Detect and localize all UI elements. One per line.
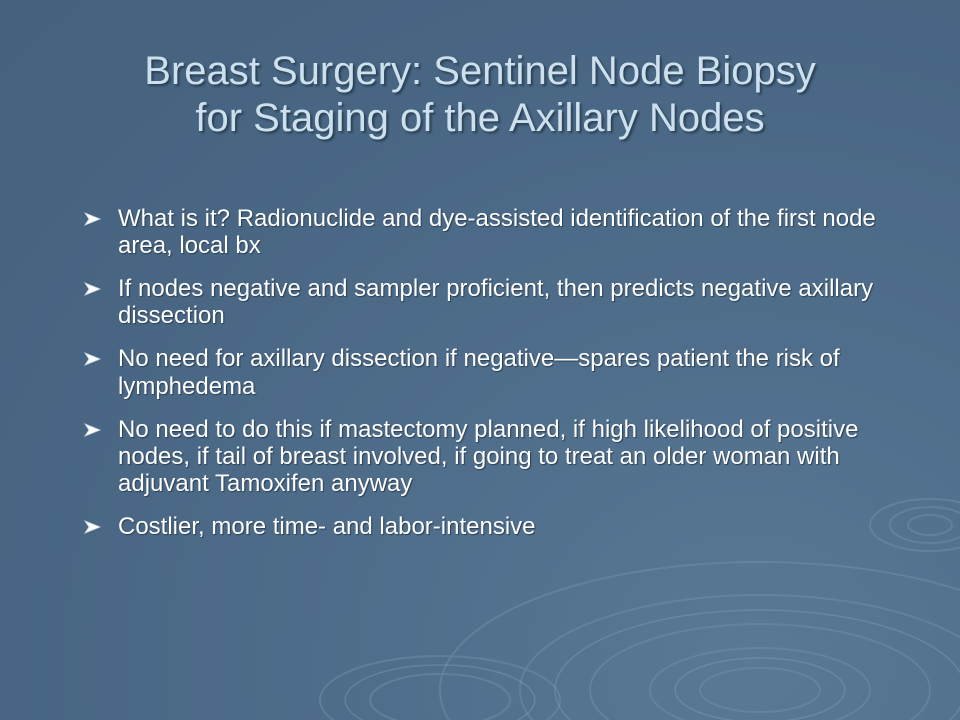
bullet-text: No need to do this if mastectomy planned, if high likelihood of positive nodes, if tail of breast involved, if going to treat an older woman with adjuvant Tamoxifen anyway [118,415,859,497]
bullet-text: No need for axillary dissection if negative—spares patient the risk of lymphedema [118,345,840,400]
bullet-item [84,416,884,497]
slide-title-line-2: for Staging of the Axillary Nodes [195,95,765,140]
bullet-item [84,345,884,399]
arrowhead-bullet-icon [84,212,102,226]
bullet-list [84,205,884,556]
bullet-item [84,275,884,329]
arrowhead-bullet-icon [84,352,102,366]
bullet-item [84,513,884,540]
arrowhead-bullet-icon [84,520,102,534]
bullet-text: What is it? Radionuclide and dye-assisted identification of the first node area, local bx [118,205,876,260]
arrowhead-bullet-icon [84,423,102,437]
slide-title [40,48,920,142]
bullet-item [84,205,884,259]
slide-title-line-1: Breast Surgery: Sentinel Node Biopsy [144,49,816,93]
arrowhead-bullet-icon [84,282,102,296]
bullet-text: If nodes negative and sampler proficient, then predicts negative axillary dissection [118,275,874,330]
bullet-text: Costlier, more time- and labor-intensive [118,512,536,540]
